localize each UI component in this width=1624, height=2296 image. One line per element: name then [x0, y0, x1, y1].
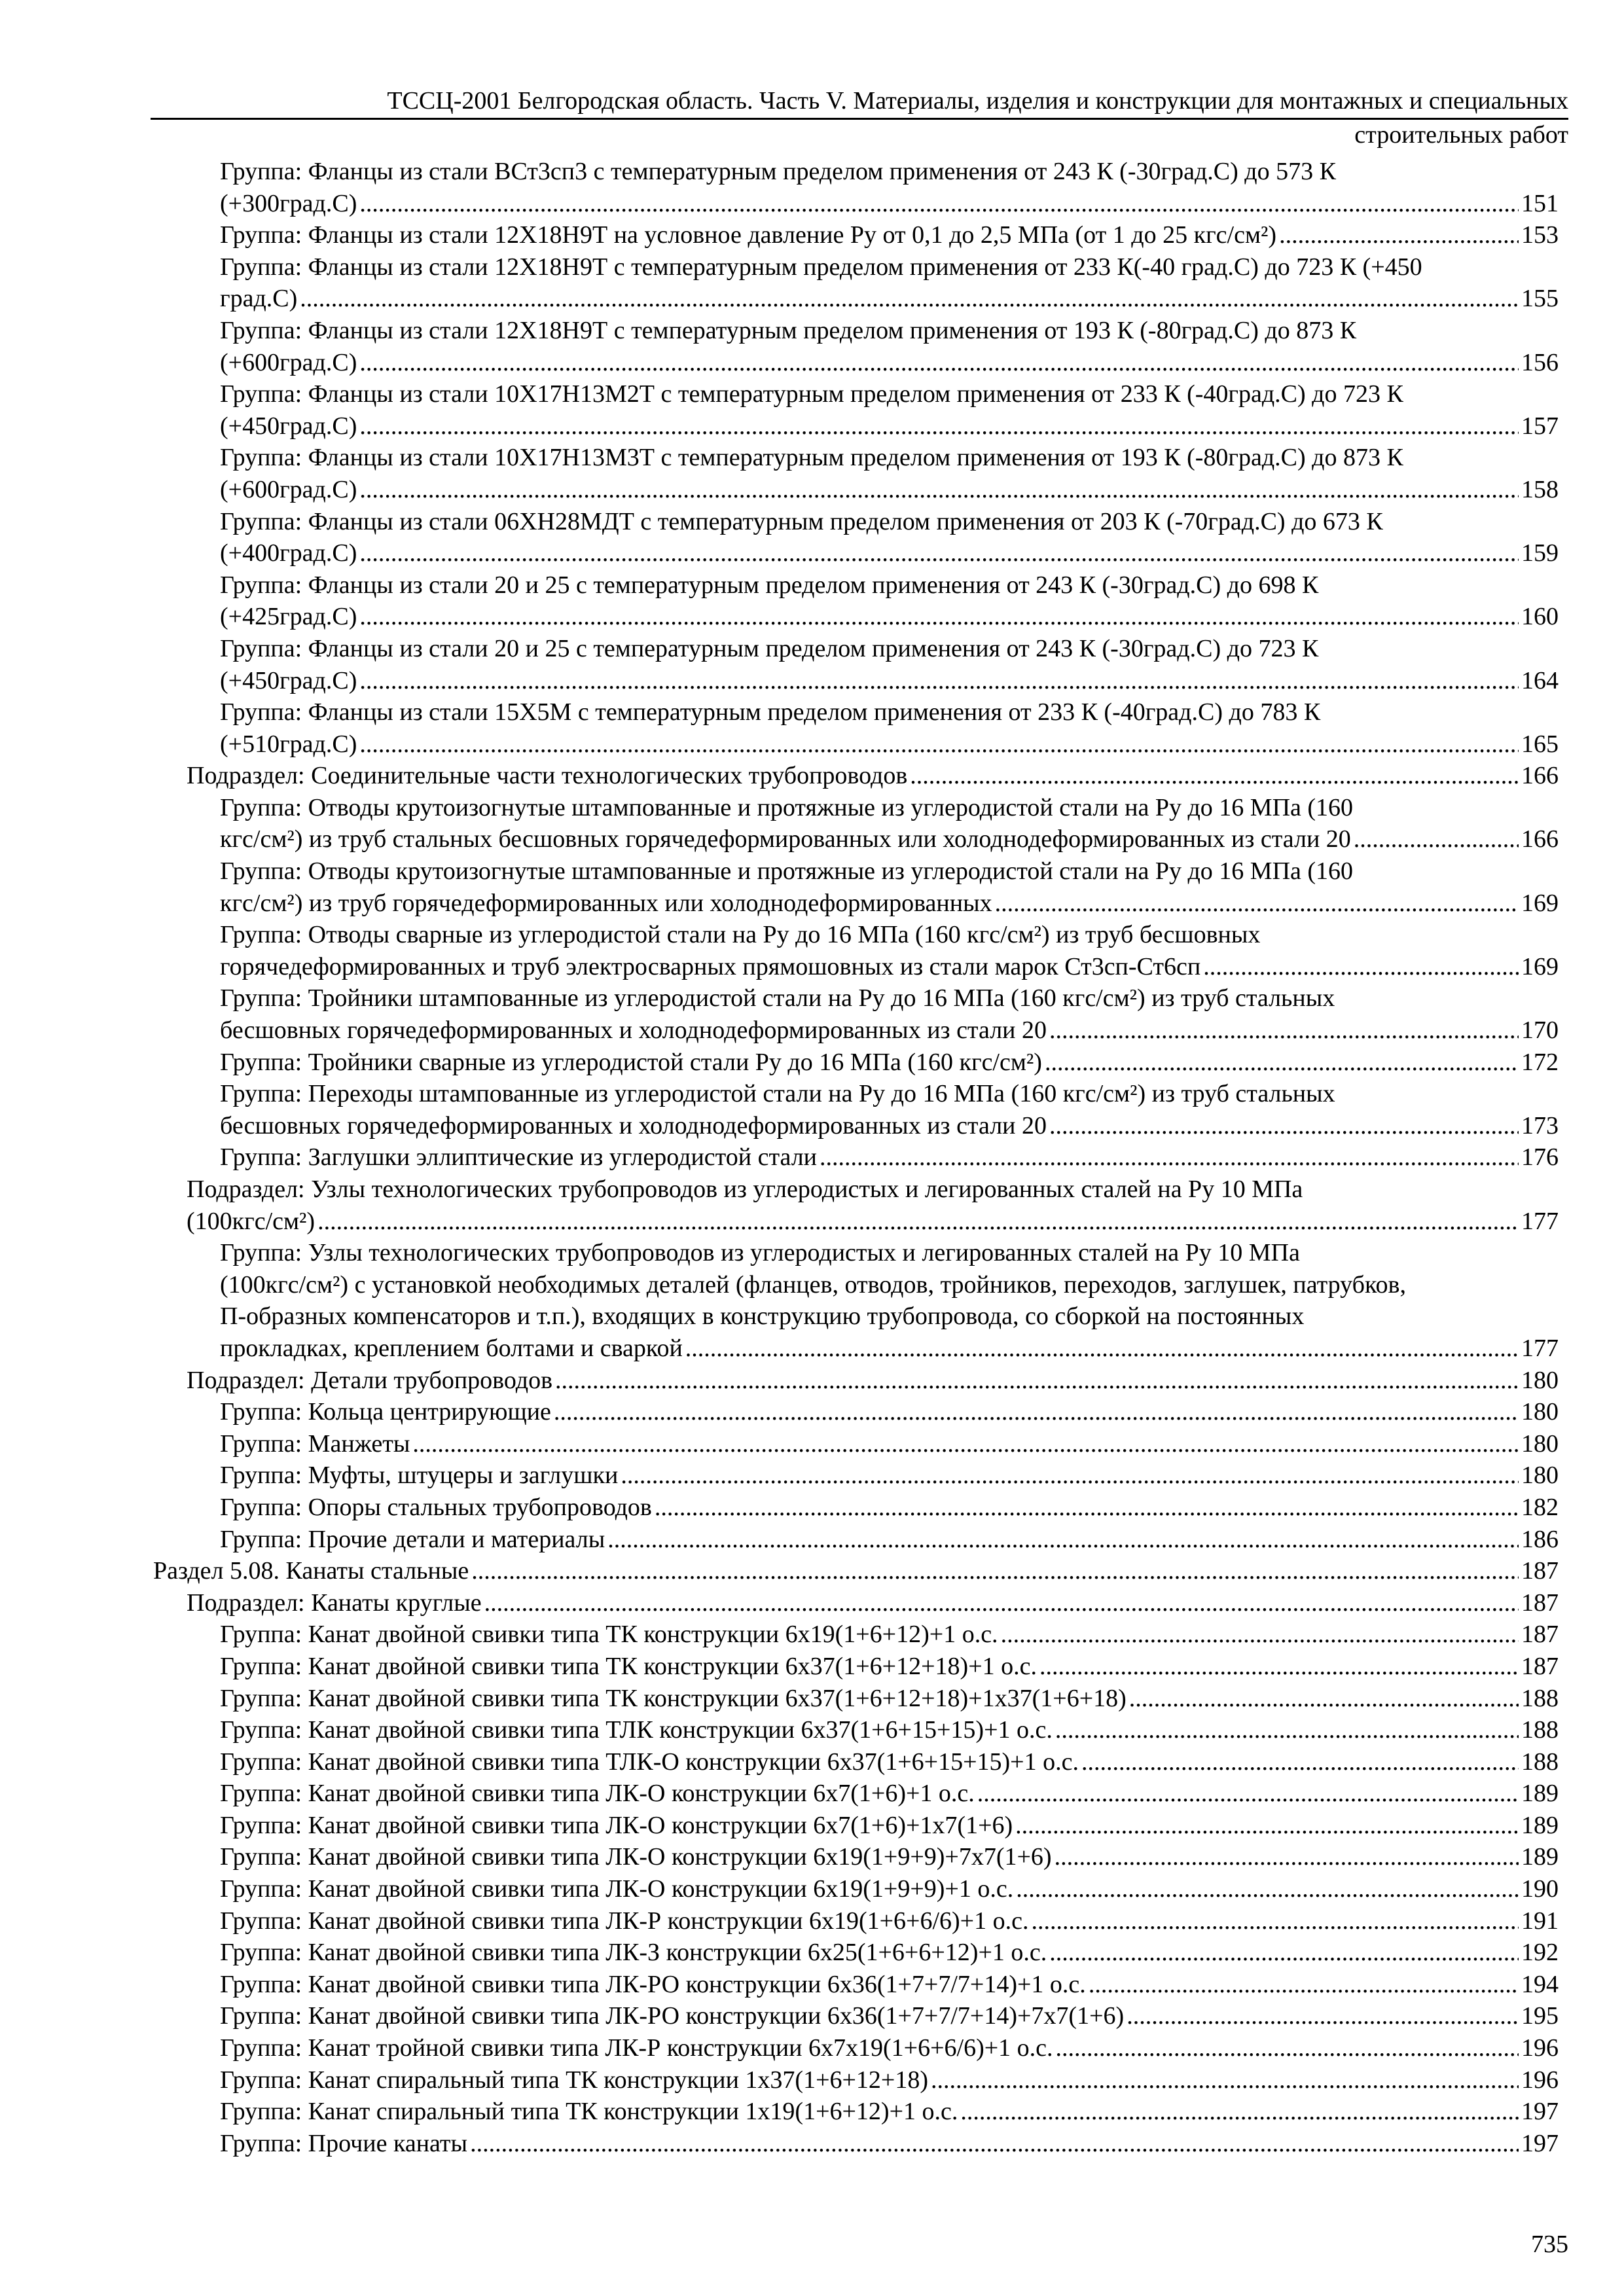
toc-page-ref: 165 [1521, 730, 1559, 758]
dot-leader [359, 537, 1519, 569]
dot-leader [910, 760, 1519, 792]
toc-entry-text: Группа: Фланцы из стали ВСт3сп3 с температурным пределом применения от 243 К (-30град.С) до 573 К [220, 158, 1336, 185]
toc-group-entry[interactable] [220, 1141, 1559, 1174]
dot-leader [1049, 1110, 1519, 1142]
toc-entry-text: град.С) [220, 285, 298, 313]
toc-page-ref: 177 [1521, 1334, 1559, 1362]
dot-leader [359, 728, 1519, 761]
dot-leader [1045, 1047, 1519, 1079]
toc-entry-text: (+600град.С) [220, 348, 357, 376]
toc-entry-text: горячедеформированных и труб электросварных прямошовных из стали марок Ст3сп-Ст6сп [220, 952, 1201, 980]
dot-leader [1039, 1651, 1519, 1683]
toc-entry-text: Группа: Тройники штампованные из углеродистой стали на Ру до 16 МПа (160 кгс/см²) из труб стальных [220, 984, 1335, 1013]
dot-leader [359, 474, 1519, 506]
toc-entry-last-line [220, 219, 1559, 251]
dot-leader [471, 1555, 1519, 1587]
dot-leader [1031, 1905, 1519, 1937]
dot-leader [607, 1524, 1519, 1556]
toc-entry-text: Группа: Прочие детали и материалы [220, 1525, 605, 1553]
dot-leader [412, 1428, 1519, 1460]
dot-leader [317, 1206, 1519, 1238]
toc-entry-text: Группа: Канат тройной свивки типа ЛК-Р конструкции 6х7х19(1+6+6/6)+1 о.с. [220, 2034, 1053, 2062]
running-header [151, 84, 1568, 120]
toc-entry-last-line [187, 1206, 1559, 1238]
dot-leader [555, 1365, 1519, 1397]
toc-entry-text: Группа: Канат двойной свивки типа ТЛК-О конструкции 6х37(1+6+15+15)+1 о.с. [220, 1748, 1079, 1776]
toc-page-ref: 169 [1521, 952, 1559, 980]
toc-entry-last-line [220, 1841, 1559, 1873]
toc-group-entry[interactable] [220, 1396, 1559, 1428]
toc-entry-last-line [220, 1524, 1559, 1556]
toc-entry-last-line [220, 2064, 1559, 2096]
toc-page-ref: 187 [1521, 1557, 1559, 1585]
toc-entry-text: Группа: Узлы технологических трубопроводов из углеродистых и легированных сталей на Ру 10 МПа [220, 1239, 1300, 1267]
toc-group-entry[interactable] [220, 1778, 1559, 1810]
toc-entry-text: (+425град.С) [220, 603, 357, 631]
dot-leader [685, 1333, 1519, 1365]
toc-page-ref: 191 [1521, 1907, 1559, 1935]
dot-leader [1049, 1937, 1519, 1969]
toc-page-ref: 180 [1521, 1462, 1559, 1490]
toc-subsection-entry[interactable] [187, 1365, 1559, 1397]
toc-entry-text: П-образных компенсаторов и т.п.), входящих в конструкцию трубопровода, со сборкой на постоянных [220, 1302, 1305, 1331]
toc-entry-last-line [220, 1905, 1559, 1937]
toc-page-ref: 190 [1521, 1875, 1559, 1903]
toc-entry-last-line [220, 951, 1559, 983]
toc-page-ref: 158 [1521, 475, 1559, 503]
toc-entry-text: Группа: Канат двойной свивки типа ЛК-РО конструкции 6х36(1+7+7/7+14)+1 о.с. [220, 1970, 1086, 1998]
toc-entry-last-line [220, 728, 1559, 761]
toc-group-entry[interactable] [220, 2096, 1559, 2128]
toc-entry-text: Группа: Отводы сварные из углеродистой стали на Ру до 16 МПа (160 кгс/см²) из труб бесшовных [220, 921, 1261, 949]
toc-page-ref: 166 [1521, 762, 1559, 790]
toc-group-entry[interactable] [220, 792, 1559, 855]
toc-entry-last-line [220, 1810, 1559, 1842]
toc-entry-last-line [220, 1651, 1559, 1683]
toc-group-entry[interactable] [220, 2128, 1559, 2160]
toc-page-ref: 189 [1521, 1811, 1559, 1839]
toc-entry-text: Подраздел: Соединительные части технологических трубопроводов [187, 762, 908, 790]
toc-entry-last-line [220, 1396, 1559, 1428]
toc-entry-text: Группа: Фланцы из стали 20 и 25 с температурным пределом применения от 243 К (-30град.С) до 698 К [220, 571, 1319, 599]
toc-page-ref: 197 [1521, 2129, 1559, 2157]
toc-entry-text: Группа: Канат спиральный типа ТК конструкции 1х19(1+6+12)+1 о.с. [220, 2098, 958, 2126]
toc-page-ref: 157 [1521, 412, 1559, 440]
toc-entry-last-line [220, 347, 1559, 379]
toc-entry-text: (+300град.С) [220, 189, 357, 217]
header-title-continuation: строительных работ [1354, 121, 1568, 149]
toc-entry-text: (100кгс/см²) с установкой необходимых деталей (фланцев, отводов, тройников, переходов, заглушек, патрубков, [220, 1270, 1406, 1299]
toc-page-ref: 192 [1521, 1939, 1559, 1967]
toc-page-ref: 187 [1521, 1652, 1559, 1680]
toc-entry-text: (+510град.С) [220, 730, 357, 758]
toc-entry-last-line [220, 1937, 1559, 1969]
toc-entry-text: прокладках, креплением болтами и сваркой [220, 1334, 683, 1362]
toc-group-entry[interactable] [220, 1460, 1559, 1492]
toc-page-ref: 169 [1521, 889, 1559, 917]
toc-entry-text: Группа: Переходы штампованные из углеродистой стали на Ру до 16 МПа (160 кгс/см²) из труб стальных [220, 1080, 1335, 1108]
toc-group-entry[interactable] [220, 442, 1559, 505]
toc-group-entry[interactable] [220, 982, 1559, 1046]
toc-group-entry[interactable] [220, 1810, 1559, 1842]
toc-entry-last-line [187, 760, 1559, 792]
toc-entry-text: Группа: Фланцы из стали 12Х18Н9Т с температурным пределом применения от 193 К (-80град.С) до 873 К [220, 316, 1357, 344]
dot-leader [1279, 219, 1519, 251]
toc-subsection-entry[interactable] [187, 760, 1559, 792]
toc-section-entry[interactable] [153, 1555, 1559, 1587]
toc-group-entry[interactable] [220, 1937, 1559, 1969]
dot-leader [470, 2128, 1519, 2160]
toc-entry-text: кгс/см²) из труб горячедеформированных или холоднодеформированных [220, 889, 992, 917]
toc-entry-text: Группа: Фланцы из стали 12Х18Н9Т на условное давление Ру от 0,1 до 2,5 МПа (от 1 до 25 кгс/см²) [220, 221, 1277, 249]
toc-entry-text: (+400град.С) [220, 539, 357, 567]
dot-leader [1049, 1014, 1519, 1047]
toc-subsection-entry[interactable] [187, 1174, 1559, 1237]
toc-page-ref: 155 [1521, 285, 1559, 313]
toc-group-entry[interactable] [220, 1047, 1559, 1079]
toc-group-entry[interactable] [220, 2032, 1559, 2064]
dot-leader [1016, 1873, 1519, 1905]
dot-leader [1127, 2000, 1519, 2032]
dot-leader [621, 1460, 1519, 1492]
toc-page-ref: 166 [1521, 825, 1559, 853]
toc-entry-last-line [220, 1141, 1559, 1174]
toc-entry-text: Группа: Кольца центрирующие [220, 1398, 551, 1426]
toc-entry-text: Группа: Канат двойной свивки типа ТК конструкции 6х37(1+6+12+18)+1х37(1+6+18) [220, 1684, 1127, 1712]
dot-leader [300, 283, 1519, 315]
toc-page-ref: 188 [1521, 1748, 1559, 1776]
toc-page-ref: 170 [1521, 1016, 1559, 1045]
toc-entry-text: Группа: Муфты, штуцеры и заглушки [220, 1462, 619, 1490]
toc-entry-text: Группа: Канат двойной свивки типа ЛК-О конструкции 6х19(1+9+9)+7х7(1+6) [220, 1843, 1052, 1871]
toc-entry-text: Группа: Канат двойной свивки типа ЛК-О конструкции 6х19(1+9+9)+1 о.с. [220, 1875, 1014, 1903]
toc-entry-last-line [220, 188, 1559, 220]
toc-group-entry[interactable] [220, 1428, 1559, 1460]
toc-entry-text: Группа: Канат двойной свивки типа ЛК-О конструкции 6х7(1+6)+1 о.с. [220, 1780, 975, 1808]
toc-entry-text: Группа: Фланцы из стали 20 и 25 с температурным пределом применения от 243 К (-30град.С) до 723 К [220, 634, 1319, 662]
toc-entry-text: (+450град.С) [220, 412, 357, 440]
toc-page-ref: 197 [1521, 2098, 1559, 2126]
dot-leader [1055, 1714, 1519, 1746]
toc-entry-last-line [220, 601, 1559, 633]
toc-group-entry[interactable] [220, 1714, 1559, 1746]
toc-group-entry[interactable] [220, 1524, 1559, 1556]
toc-group-entry[interactable] [220, 378, 1559, 442]
toc-entry-last-line [220, 1014, 1559, 1047]
dot-leader [960, 2096, 1519, 2128]
toc-entry-text: Группа: Канат двойной свивки типа ТК конструкции 6х37(1+6+12+18)+1 о.с. [220, 1652, 1037, 1680]
toc-entry-last-line [187, 1365, 1559, 1397]
toc-entry-last-line [220, 1428, 1559, 1460]
toc-entry-last-line [220, 1873, 1559, 1905]
toc-page-ref: 159 [1521, 539, 1559, 567]
toc-page-ref: 173 [1521, 1111, 1559, 1139]
toc-page-ref: 189 [1521, 1843, 1559, 1871]
toc-page-ref: 187 [1521, 1621, 1559, 1649]
toc-entry-text: Группа: Отводы крутоизогнутые штампованные и протяжные из углеродистой стали на Ру до 16 МПа (160 [220, 793, 1354, 821]
toc-page-ref: 180 [1521, 1429, 1559, 1458]
toc-entry-last-line [220, 283, 1559, 315]
toc-group-entry[interactable] [220, 1492, 1559, 1524]
toc-entry-text: Группа: Канат двойной свивки типа ЛК-РО конструкции 6х36(1+7+7/7+14)+7х7(1+6) [220, 2002, 1125, 2030]
toc-entry-last-line [220, 1746, 1559, 1778]
toc-group-entry[interactable] [220, 2000, 1559, 2032]
toc-entry-last-line [220, 1619, 1559, 1651]
toc-entry-text: Группа: Заглушки эллиптические из углеродистой стали [220, 1143, 818, 1172]
toc-page-ref: 177 [1521, 1207, 1559, 1235]
toc-entry-text: Группа: Отводы крутоизогнутые штампованные и протяжные из углеродистой стали на Ру до 16 МПа (160 [220, 857, 1354, 886]
toc-entry-last-line [153, 1555, 1559, 1587]
toc-entry-last-line [220, 1492, 1559, 1524]
dot-leader [1015, 1810, 1519, 1842]
dot-leader [931, 2064, 1519, 2096]
page-number: 735 [1531, 2231, 1568, 2258]
toc-page-ref: 180 [1521, 1398, 1559, 1426]
toc-group-entry[interactable] [220, 315, 1559, 378]
dot-leader [995, 888, 1519, 920]
toc-entry-last-line [220, 474, 1559, 506]
toc-entry-last-line [220, 2000, 1559, 2032]
dot-leader [1354, 823, 1519, 855]
toc-subsection-entry[interactable] [187, 1587, 1559, 1619]
toc-entry-text: кгс/см²) из труб стальных бесшовных горячедеформированных или холоднодеформированных из стали 20 [220, 825, 1351, 853]
toc-entry-last-line [220, 410, 1559, 442]
toc-page-ref: 189 [1521, 1780, 1559, 1808]
toc-page-ref: 164 [1521, 666, 1559, 694]
toc-group-entry[interactable] [220, 2064, 1559, 2096]
toc-entry-last-line [220, 2128, 1559, 2160]
toc-group-entry[interactable] [220, 1651, 1559, 1683]
dot-leader [1081, 1746, 1519, 1778]
toc-entry-text: Группа: Канат двойной свивки типа ЛК-З конструкции 6х25(1+6+6+12)+1 о.с. [220, 1939, 1047, 1967]
toc-group-entry[interactable] [220, 633, 1559, 696]
toc-entry-text: Группа: Фланцы из стали 10Х17Н13М3Т с температурным пределом применения от 193 К (-80град.С) до 873 К [220, 444, 1403, 472]
toc-entry-text: (+600град.С) [220, 475, 357, 503]
toc-group-entry[interactable] [220, 919, 1559, 982]
toc-entry-text: (+450град.С) [220, 666, 357, 694]
toc-entry-text: Группа: Фланцы из стали 06ХН28МДТ с температурным пределом применения от 203 К (-70град.С) до 673 К [220, 507, 1383, 535]
toc-entry-last-line [187, 1587, 1559, 1619]
toc-entry-text: Группа: Канат двойной свивки типа ЛК-О конструкции 6х7(1+6)+1х7(1+6) [220, 1811, 1013, 1839]
dot-leader [1055, 1841, 1519, 1873]
toc-group-entry[interactable] [220, 1969, 1559, 2001]
toc-entry-text: Подраздел: Канаты круглые [187, 1588, 482, 1617]
toc-group-entry[interactable] [220, 219, 1559, 251]
dot-leader [359, 188, 1519, 220]
toc-entry-text: Подраздел: Узлы технологических трубопроводов из углеродистых и легированных сталей на Ру 10 МПа [187, 1175, 1303, 1203]
dot-leader [820, 1141, 1519, 1174]
toc-entry-text: Группа: Фланцы из стали 10Х17Н13М2Т с температурным пределом применения от 233 К (-40град.С) до 723 К [220, 380, 1403, 408]
toc-page-ref: 153 [1521, 221, 1559, 249]
toc-group-entry[interactable] [220, 1237, 1559, 1364]
dot-leader [1056, 2032, 1519, 2064]
dot-leader [484, 1587, 1519, 1619]
toc-entry-last-line [220, 823, 1559, 855]
dot-leader [554, 1396, 1519, 1428]
toc-entry-last-line [220, 1969, 1559, 2001]
dot-leader [1001, 1619, 1519, 1651]
toc-entry-last-line [220, 2032, 1559, 2064]
toc-group-entry[interactable] [220, 1873, 1559, 1905]
toc-entry-text: Группа: Канат двойной свивки типа ЛК-Р конструкции 6х19(1+6+6/6)+1 о.с. [220, 1907, 1029, 1935]
toc-page-ref: 172 [1521, 1048, 1559, 1076]
toc-group-entry[interactable] [220, 696, 1559, 760]
toc-entry-text: Группа: Канат двойной свивки типа ТК конструкции 6х19(1+6+12)+1 о.с. [220, 1621, 998, 1649]
toc-group-entry[interactable] [220, 1683, 1559, 1715]
toc-page-ref: 194 [1521, 1970, 1559, 1998]
toc-entry-text: бесшовных горячедеформированных и холоднодеформированных из стали 20 [220, 1016, 1047, 1045]
toc-page-ref: 182 [1521, 1493, 1559, 1521]
dot-leader [977, 1778, 1519, 1810]
toc-page-ref: 195 [1521, 2002, 1559, 2030]
dot-leader [359, 601, 1519, 633]
dot-leader [1129, 1683, 1519, 1715]
toc-entry-text: Группа: Канат двойной свивки типа ТЛК конструкции 6х37(1+6+15+15)+1 о.с. [220, 1716, 1053, 1744]
toc-entry-text: Группа: Тройники сварные из углеродистой стали Ру до 16 МПа (160 кгс/см²) [220, 1048, 1042, 1076]
toc-entry-last-line [220, 1714, 1559, 1746]
toc-entry-last-line [220, 537, 1559, 569]
toc-entry-text: Группа: Фланцы из стали 15Х5М с температурным пределом применения от 233 К (-40град.С) до 783 К [220, 698, 1321, 726]
toc-page-ref: 156 [1521, 348, 1559, 376]
toc-page-ref: 176 [1521, 1143, 1559, 1172]
dot-leader [1203, 951, 1519, 983]
toc-group-entry[interactable] [220, 569, 1559, 633]
toc-group-entry[interactable] [220, 1746, 1559, 1778]
toc-group-entry[interactable] [220, 1905, 1559, 1937]
toc-entry-text: Группа: Канат спиральный типа ТК конструкции 1х37(1+6+12+18) [220, 2066, 929, 2094]
dot-leader [359, 410, 1519, 442]
dot-leader [359, 665, 1519, 697]
toc-entry-last-line [220, 1110, 1559, 1142]
toc-page-ref: 186 [1521, 1525, 1559, 1553]
header-title: ТССЦ-2001 Белгородская область. Часть V. Материалы, изделия и конструкции для монтажных и специальных [387, 87, 1568, 115]
toc-page-ref: 187 [1521, 1588, 1559, 1617]
toc-entry-last-line [220, 1683, 1559, 1715]
toc-page-ref: 151 [1521, 189, 1559, 217]
toc-entry-text: Группа: Опоры стальных трубопроводов [220, 1493, 652, 1521]
dot-leader [655, 1492, 1519, 1524]
toc-group-entry[interactable] [220, 855, 1559, 919]
toc-entry-text: Подраздел: Детали трубопроводов [187, 1366, 553, 1394]
toc-page-ref: 160 [1521, 603, 1559, 631]
toc-page-ref: 180 [1521, 1366, 1559, 1394]
toc-entry-text: Раздел 5.08. Канаты стальные [153, 1557, 469, 1585]
toc-group-entry[interactable] [220, 1078, 1559, 1141]
toc-entry-last-line [220, 888, 1559, 920]
toc-group-entry[interactable] [220, 1841, 1559, 1873]
toc-group-entry[interactable] [220, 251, 1559, 315]
toc-page-ref: 196 [1521, 2034, 1559, 2062]
table-of-contents [0, 156, 1624, 2159]
dot-leader [1089, 1969, 1519, 2001]
toc-page-ref: 196 [1521, 2066, 1559, 2094]
toc-entry-text: Группа: Манжеты [220, 1429, 410, 1458]
toc-entry-text: Группа: Фланцы из стали 12Х18Н9Т с температурным пределом применения от 233 К(-40 град.С) до 723 К (+450 [220, 253, 1422, 281]
toc-entry-last-line [220, 665, 1559, 697]
toc-group-entry[interactable] [220, 156, 1559, 219]
toc-entry-text: Группа: Прочие канаты [220, 2129, 468, 2157]
dot-leader [359, 347, 1519, 379]
toc-entry-text: (100кгс/см²) [187, 1207, 316, 1235]
toc-page-ref: 188 [1521, 1684, 1559, 1712]
toc-entry-last-line [220, 2096, 1559, 2128]
toc-entry-last-line [220, 1460, 1559, 1492]
toc-entry-last-line [220, 1778, 1559, 1810]
toc-entry-last-line [220, 1333, 1559, 1365]
toc-page-ref: 188 [1521, 1716, 1559, 1744]
toc-group-entry[interactable] [220, 1619, 1559, 1651]
toc-group-entry[interactable] [220, 506, 1559, 569]
toc-entry-text: бесшовных горячедеформированных и холоднодеформированных из стали 20 [220, 1111, 1047, 1139]
toc-entry-last-line [220, 1047, 1559, 1079]
